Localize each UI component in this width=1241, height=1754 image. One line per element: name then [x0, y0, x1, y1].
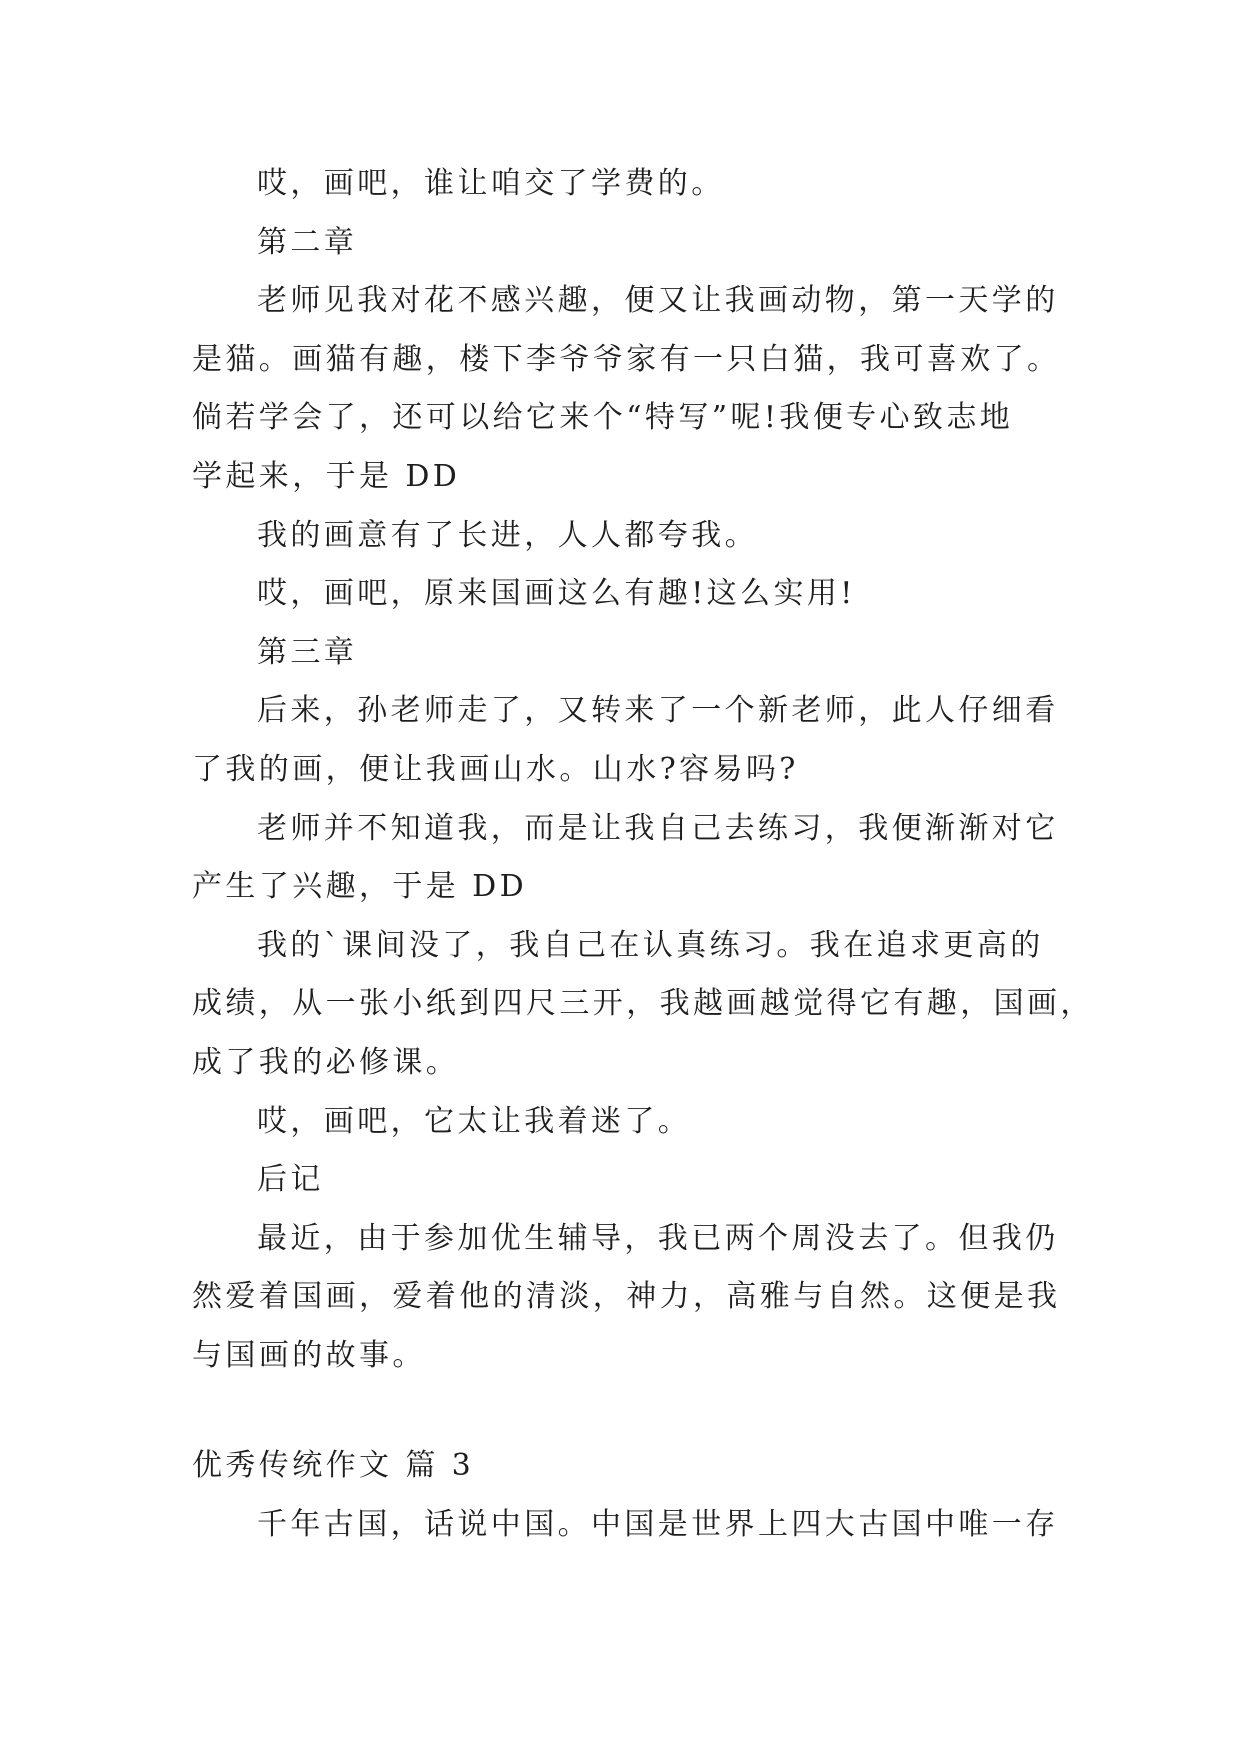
- paragraph-line: 千年古国，话说中国。中国是世界上四大古国中唯一存: [257, 1507, 1059, 1543]
- chapter-heading: 第二章: [257, 224, 358, 260]
- paragraph-line: 最近，由于参加优生辅导，我已两个周没去了。但我仍: [257, 1220, 1059, 1256]
- chapter-heading: 第三章: [257, 634, 358, 670]
- paragraph-line: 我的画意有了长进，人人都夸我。: [257, 517, 758, 553]
- paragraph-line: 成了我的必修课。: [192, 1044, 460, 1080]
- paragraph-line: 老师见我对花不感兴趣，便又让我画动物，第一天学的: [257, 283, 1059, 319]
- paragraph-line: 然爱着国画，爱着他的清淡，神力，高雅与自然。这便是我: [192, 1279, 1061, 1315]
- paragraph-line: 是猫。画猫有趣，楼下李爷爷家有一只白猫，我可喜欢了。: [192, 341, 1061, 377]
- paragraph-line: 哎，画吧，它太让我着迷了。: [257, 1103, 692, 1139]
- paragraph-line: 成绩，从一张小纸到四尺三开，我越画越觉得它有趣，国画，: [192, 986, 1094, 1022]
- paragraph-line: 哎，画吧，原来国画这么有趣!这么实用!: [257, 576, 856, 612]
- section-heading: 优秀传统作文 篇 3: [192, 1448, 475, 1484]
- paragraph-line: 我的`课间没了，我自己在认真练习。我在追求更高的: [257, 927, 1044, 963]
- document-page: [192, 155, 1152, 1555]
- paragraph-line: 老师并不知道我，而是让我自己去练习，我便渐渐对它: [257, 810, 1059, 846]
- paragraph-line: 后来，孙老师走了，又转来了一个新老师，此人仔细看: [257, 693, 1059, 729]
- paragraph-line: 哎，画吧，谁让咱交了学费的。: [257, 166, 725, 201]
- paragraph-line: 学起来，于是 DD: [192, 458, 461, 494]
- paragraph-line: 了我的画，便让我画山水。山水?容易吗?: [192, 751, 799, 787]
- paragraph-line: 与国画的故事。: [192, 1337, 426, 1373]
- paragraph-line: 倘若学会了，还可以给它来个“特写”呢!我便专心致志地: [192, 400, 1014, 436]
- paragraph-line: 产生了兴趣，于是 DD: [192, 869, 528, 905]
- chapter-heading: 后记: [257, 1162, 324, 1198]
